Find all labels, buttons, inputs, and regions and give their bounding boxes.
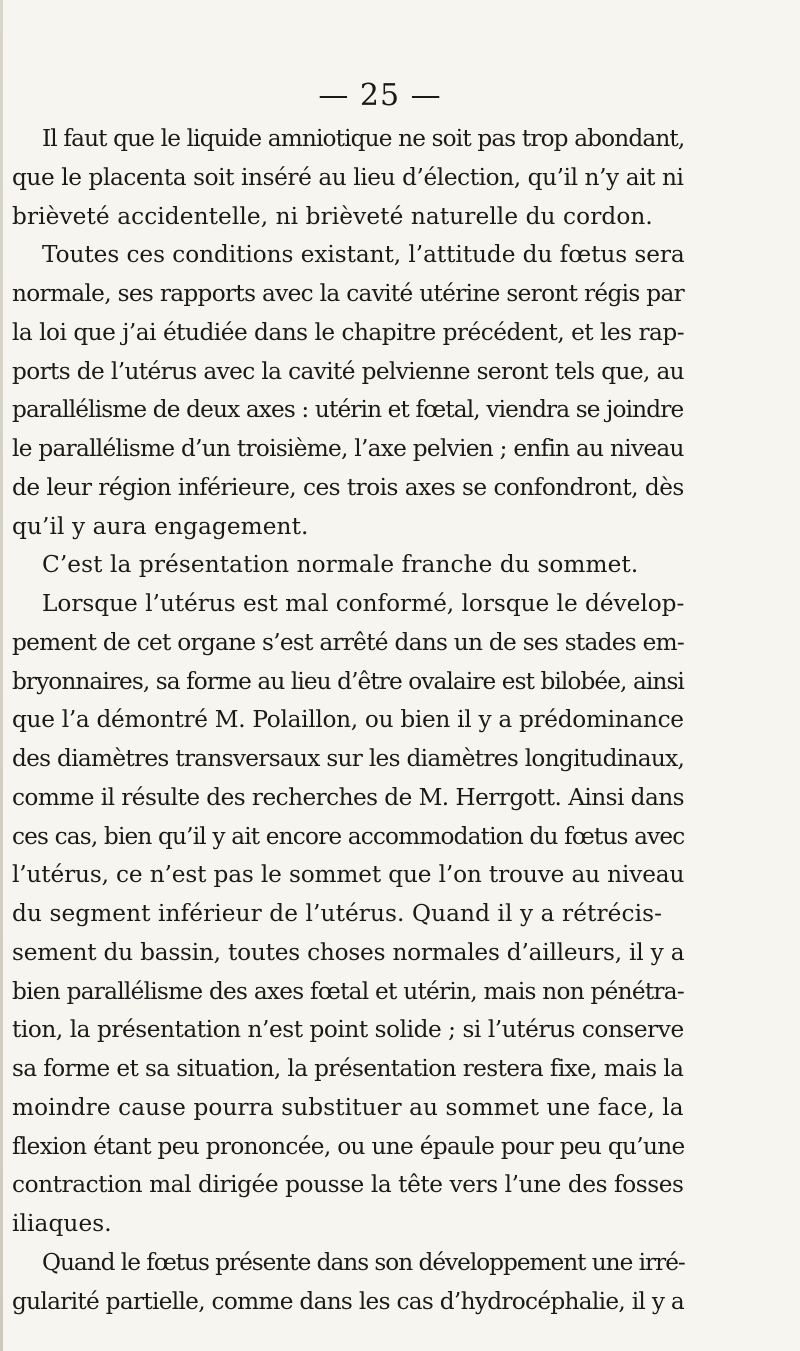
text-line: tion, la présentation n’est point solide ; si l’utérus conserve bbox=[12, 1016, 684, 1044]
body-text bbox=[12, 120, 690, 1321]
text-line: la loi que j’ai étudiée dans le chapitre précédent, et les rap- bbox=[12, 318, 685, 346]
page-number: — 25 — bbox=[318, 78, 442, 113]
text-line: sement du bassin, toutes choses normales d’ailleurs, il y a bbox=[12, 938, 685, 966]
text-line: ces cas, bien qu’il y ait encore accommodation du fœtus avec bbox=[12, 822, 685, 850]
text-line: brièveté accidentelle, ni brièveté naturelle du cordon. bbox=[12, 202, 653, 230]
text-line: l’utérus, ce n’est pas le sommet que l’on trouve au niveau bbox=[12, 861, 685, 889]
page-edge bbox=[0, 0, 3, 1351]
text-line: parallélisme de deux axes : utérin et fœtal, viendra se joindre bbox=[12, 396, 684, 424]
text-line: du segment inférieur de l’utérus. Quand il y a rétrécis- bbox=[12, 900, 663, 927]
text-line: moindre cause pourra substituer au sommet une face, la bbox=[12, 1093, 684, 1121]
text-line: Toutes ces conditions existant, l’attitude du fœtus sera bbox=[42, 241, 685, 269]
text-line: bryonnaires, sa forme au lieu d’être ovalaire est bilobée, ainsi bbox=[12, 667, 684, 695]
text-line: le parallélisme d’un troisième, l’axe pelvien ; enfin au niveau bbox=[12, 435, 684, 462]
text-line: gularité partielle, comme dans les cas d’hydrocéphalie, il y a bbox=[12, 1287, 685, 1315]
text-line: normale, ses rapports avec la cavité utérine seront régis par bbox=[12, 280, 685, 307]
text-line: de leur région inférieure, ces trois axes se confondront, dès bbox=[12, 473, 684, 501]
text-line: comme il résulte des recherches de M. Herrgott. Ainsi dans bbox=[12, 783, 684, 811]
text-line: pement de cet organe s’est arrêté dans un de ses stades em- bbox=[12, 628, 685, 656]
text-line: des diamètres transversaux sur les diamètres longitudinaux, bbox=[12, 745, 685, 772]
text-line: que le placenta soit inséré au lieu d’élection, qu’il n’y ait ni bbox=[12, 163, 684, 191]
text-line: Il faut que le liquide amniotique ne soit pas trop abondant, bbox=[42, 125, 685, 152]
text-line: que l’a démontré M. Polaillon, ou bien il y a prédominance bbox=[12, 706, 684, 734]
text-line: C’est la présentation normale franche du sommet. bbox=[42, 551, 639, 579]
text-line: Quand le fœtus présente dans son développement une irré- bbox=[42, 1248, 685, 1276]
text-line: Lorsque l’utérus est mal conformé, lorsque le dévelop- bbox=[42, 590, 685, 617]
text-line: ports de l’utérus avec la cavité pelvienne seront tels que, au bbox=[12, 357, 685, 385]
text-line: contraction mal dirigée pousse la tête vers l’une des fosses bbox=[12, 1171, 684, 1199]
text-line: bien parallélisme des axes fœtal et utérin, mais non pénétra- bbox=[12, 977, 684, 1005]
text-line: qu’il y aura engagement. bbox=[12, 512, 309, 540]
text-line: sa forme et sa situation, la présentation restera fixe, mais la bbox=[12, 1055, 684, 1082]
text-line: iliaques. bbox=[12, 1210, 112, 1237]
text-line: flexion étant peu prononcée, ou une épaule pour peu qu’une bbox=[12, 1132, 685, 1160]
